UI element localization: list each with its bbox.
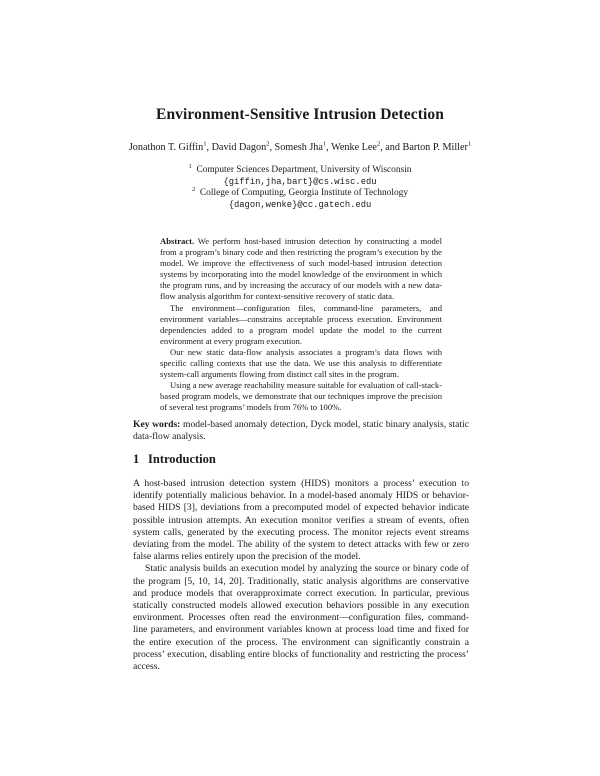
affiliation-marker: 1 [322,140,327,148]
affiliation-1-email: {giffin,jha,bart}@cs.wisc.edu [223,177,377,187]
section-title: Introduction [148,452,216,466]
section-body [133,478,469,673]
affiliation-marker: 1 [203,140,207,148]
author: Wenke Lee$^2$, and [331,140,403,153]
paper-title: Environment-Sensitive Intrusion Detection [156,106,444,123]
affiliation-marker: 1 [467,140,472,148]
author: Jonathon T. Giffin$^1$, [128,140,212,153]
author: Barton P. Miller$^1$ [402,140,472,153]
author-list [0,142,600,153]
affiliation-marker: 2 [266,140,270,148]
author: David Dagon$^2$, [211,140,275,153]
abstract-paragraph: Abstract. We perform host-based intrusion detection by constructing a model from a program’s binary code and then restricting the program’s execution by the model. We improve the effectiveness of such model-based intrusion detection systems by incorporating into the model knowledge of the environment in which the program runs, and by increasing the accuracy of our models with a new data-flow analysis algorithm for context-sensitive recovery of static data. [160,236,443,302]
author: Somesh Jha$^1$, [274,140,332,153]
abstract-label: Abstract. [160,236,195,246]
keywords-label: Key words: [133,419,181,430]
section-number: 1 [133,452,140,466]
abstract-paragraph: The environment—configuration files, command-line parameters, and environment variables—constrains acceptable process execution. Environment dependencies added to a program model update the model to the current environment at every program execution. [160,302,442,346]
affiliation-1-institution: $^1$ Computer Sciences Department, University of Wisconsin [188,162,412,175]
body-paragraph: Static analysis builds an execution model by analyzing the source or binary code of the program [5, 10, 14, 20]. Traditionally, static analysis algorithms are conservative and produce models that overapproximate correct execution. In particular, previous statically constructed models allowed execution behaviors possible in any execution environment. Processes often read the environment—configuration files, command-line parameters, and environment variables known at process load time and fixed for the entire execution of the process. The environment can significantly constrain a process’ execution, disabling entire blocks of functionality and restricting the process’ access. [133,563,469,673]
section-heading [133,452,216,467]
abstract-paragraph: Using a new average reachability measure suitable for evaluation of call-stack-based program models, we demonstrate that our techniques improve the precision of several test programs’ models from 76% to 100%. [160,380,442,413]
affiliation-2-institution: $^2$ College of Computing, Georgia Institute of Technology [191,185,409,198]
abstract-paragraph: Our new static data-flow analysis associates a program’s data flows with specific calling contexts that use the data. We use this analysis to differentiate system-call arguments flowing from distinct call sites in the program. [160,346,442,380]
abstract [160,236,442,414]
body-paragraph: A host-based intrusion detection system (HIDS) monitors a process’ execution to identify potentially malicious behavior. In a model-based anomaly HIDS or behavior-based HIDS [3], deviations from a precomputed model of expected behavior indicate possible intrusion attempts. An execution monitor verifies a stream of events, often system calls, generated by the executing process. The monitor rejects event streams deviating from the model. The ability of the system to detect attacks with few or zero false alarms relies entirely upon the precision of the model. [133,478,469,563]
keywords-text: model-based anomaly detection, Dyck model, static binary analysis, static data-flow analysis. [133,419,469,443]
affiliation-marker: 2 [376,140,381,148]
keywords [133,419,469,443]
affiliation-2-email: {dagon,wenke}@cc.gatech.edu [228,200,372,210]
